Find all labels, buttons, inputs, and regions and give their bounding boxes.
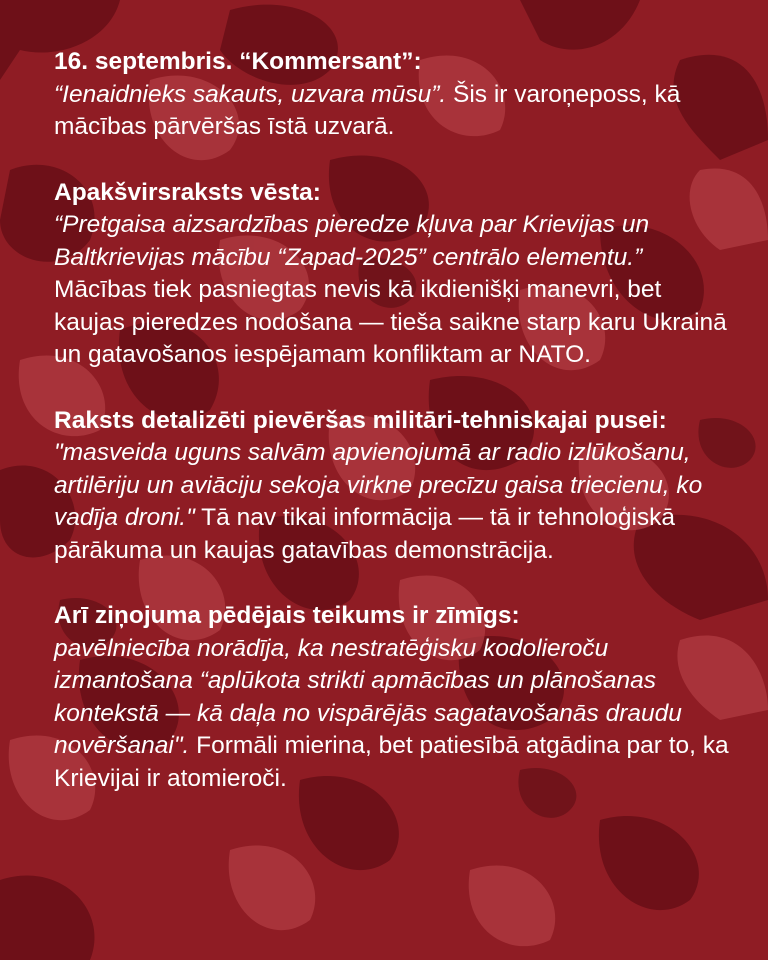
- block-3-quote: "masveida uguns salvām apvienojumā ar radio izlūkošanu, artilēriju un aviāciju sekoja virkne precīzu gaisa triecienu, ko vadīja droni.": [54, 439, 703, 531]
- paragraph-block-3: [54, 405, 734, 568]
- paragraph-block-2: [54, 177, 734, 372]
- block-1-heading: 16. septembris. “Kommersant”:: [54, 48, 422, 75]
- paragraph-4: [54, 600, 734, 795]
- block-2-quote: “Pretgaisa aizsardzības pieredze kļuva par Krievijas un Baltkrievijas mācību “Zapad-2025” centrālo elementu.”: [54, 211, 650, 271]
- paragraph-2: [54, 177, 734, 372]
- paragraph-block-4: [54, 600, 734, 795]
- block-4-text: Formāli mierina, bet patiesībā atgādina par to, ka Krievijai ir atomieroči.: [54, 732, 729, 792]
- block-2-heading: Apakšvirsraksts vēsta:: [54, 178, 321, 206]
- block-4-heading: Arī ziņojuma pēdējais teikums ir zīmīgs:: [54, 602, 520, 629]
- block-4-quote: pavēlniecība norādīja, ka nestratēģisku kodolieroču izmantošana “aplūkota strikti apmācības un plānošanas kontekstā — kā daļa no vispārējās sagatavošanās draudu novēršanai".: [54, 634, 682, 759]
- block-2-text: Mācības tiek pasniegtas nevis kā ikdienišķi manevri, bet kaujas pieredzes nodošana — tieša saikne starp karu Ukrainā un gatavošanos iespējamam konfliktam ar NATO.: [54, 276, 727, 368]
- article-text: [54, 46, 734, 828]
- paragraph-3: [54, 405, 734, 568]
- block-3-text: Tā nav tikai informācija — tā ir tehnoloģiskā pārākuma un kaujas gatavības demonstrācija.: [54, 504, 676, 564]
- paragraph-1: [54, 46, 734, 144]
- block-1-quote: “Ienaidnieks sakauts, uzvara mūsu”.: [54, 80, 447, 108]
- block-3-heading: Raksts detalizēti pievēršas militāri-tehniskajai pusei:: [54, 406, 667, 434]
- block-1-text: Šis ir varoņeposs, kā mācības pārvēršas īstā uzvarā.: [54, 80, 681, 140]
- paragraph-block-1: [54, 46, 734, 144]
